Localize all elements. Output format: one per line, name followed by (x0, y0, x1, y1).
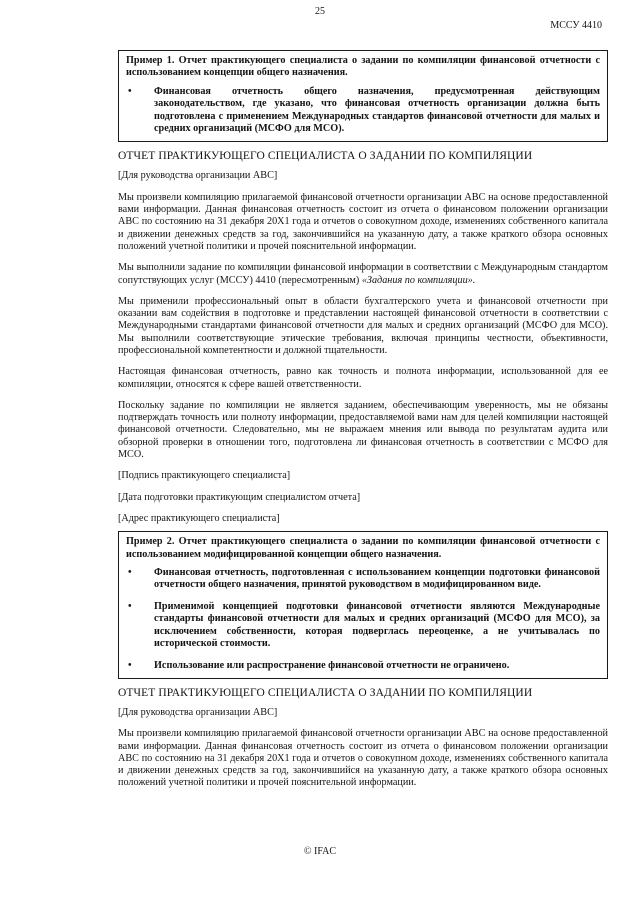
example-2-bullets (126, 567, 600, 672)
signature-placeholder: [Подпись практикующего специалиста] (118, 470, 291, 482)
standard-title-italic: «Задания по компиляции». (361, 274, 476, 286)
report-1-title: ОТЧЕТ ПРАКТИКУЮЩЕГО СПЕЦИАЛИСТА О ЗАДАНИИ ПО КОМПИЛЯЦИИ (118, 150, 533, 163)
example-2-title: Пример 2. Отчет практикующего специалиста о задании по компиляции финансовой отчетности с использованием модифицированной концепции общего назначения. (126, 536, 600, 560)
standard-code: МССУ 4410 (550, 20, 602, 31)
list-item (126, 567, 600, 592)
report-1-paragraph-4: Настоящая финансовая отчетность, равно как точность и полнота информации, использованной для ее компиляции, относятся к сфере вашей ответственности. (118, 366, 608, 390)
report-1-addressee: [Для руководства организации ABC] (118, 170, 278, 182)
footer-copyright: © IFAC (303, 846, 337, 857)
page-number: 25 (315, 6, 325, 17)
address-placeholder: [Адрес практикующего специалиста] (118, 512, 280, 524)
list-item-text: Использование или распространение финансовой отчетности не ограничено. (154, 659, 510, 671)
page-content (118, 50, 608, 799)
list-item (126, 86, 600, 136)
list-item-text: Финансовая отчетность, подготовленная с использованием концепции подготовки финансовой отчетности общего назначения, принятой руководством в модифицированном виде. (154, 567, 600, 591)
list-item-text: Финансовая отчетность общего назначения, предусмотренная действующим законодательством, где указано, что финансовая отчетность организации должна быть подготовлена с применением Международных стандартов финансовой отчетности для малых и средних организаций (МСФО для МСО). (154, 85, 600, 135)
bullet-icon: • (128, 600, 132, 612)
bullet-icon: • (128, 567, 132, 579)
paragraph-text: Мы выполнили задание по компиляции финансовой информации в соответствии с Международным стандартом сопутствующих услуг (МССУ) 4410 (пересмотренным) (118, 262, 608, 286)
report-1-paragraph-5: Поскольку задание по компиляции не является заданием, обеспечивающим уверенность, мы не обязаны подтверждать точность или полноту информации, предоставляемой вами нам для целей компиляции настоящей финансовой отчетности. Следовательно, мы не выражаем мнения или вывода по результатам аудита или обзорной проверки в отношении того, подготовлена ли финансовая отчетность в соответствии с МСФО для МСО. (118, 399, 608, 461)
example-1-box (118, 50, 608, 142)
list-item (126, 601, 600, 651)
report-2-addressee: [Для руководства организации ABC] (118, 706, 278, 718)
bullet-icon: • (128, 659, 132, 671)
list-item (126, 660, 600, 672)
report-2-title: ОТЧЕТ ПРАКТИКУЮЩЕГО СПЕЦИАЛИСТА О ЗАДАНИИ ПО КОМПИЛЯЦИИ (118, 686, 533, 699)
date-placeholder: [Дата подготовки практикующим специалистом отчета] (118, 491, 361, 503)
example-1-title: Пример 1. Отчет практикующего специалиста о задании по компиляции финансовой отчетности с использованием концепции общего назначения. (126, 55, 600, 79)
report-2-paragraph-1: Мы произвели компиляцию прилагаемой финансовой отчетности организации ABC на основе предоставленной вами информации. Данная финансовая отчетность состоит из отчета о финансовом положении организации ABC по состоянию на 31 декабря 20X1 года и отчетов о совокупном доходе, изменениях собственного капитала и движении денежных средств за год, закончившийся на указанную дату, а также краткого обзора основных положений учетной политики и прочей пояснительной информации. (118, 728, 608, 789)
example-2-box (118, 531, 608, 679)
example-1-bullets (126, 86, 600, 136)
report-1-paragraph-1: Мы произвели компиляцию прилагаемой финансовой отчетности организации ABC на основе предоставленной вами информации. Данная финансовая отчетность состоит из отчета о финансовом положении организации ABC по состоянию на 31 декабря 20X1 года и отчетов о совокупном доходе, изменениях собственного капитала и движении денежных средств за год, закончившийся на указанную дату, а также краткого обзора основных положений учетной политики и прочей пояснительной информации. (118, 191, 608, 252)
report-1-paragraph-2 (118, 262, 608, 287)
report-1-paragraph-3: Мы применили профессиональный опыт в области бухгалтерского учета и финансовой отчетности при оказании вам содействия в подготовке и представлении настоящей финансовой отчетности в соответствии с Международными стандартами финансовой отчетности для малых и средних организаций (МСФО для МСО). Мы выполнили соответствующие этические требования, включая принципы честности, объективности, профессиональной компетентности и должной тщательности. (118, 295, 608, 356)
bullet-icon: • (128, 85, 132, 97)
list-item-text: Применимой концепцией подготовки финансовой отчетности являются Международные стандарты финансовой отчетности для малых и средних организаций (МСФО для МСО), за исключением собственности, которая подверглась переоценке, а не учитывалась по исторической стоимости. (154, 600, 600, 650)
